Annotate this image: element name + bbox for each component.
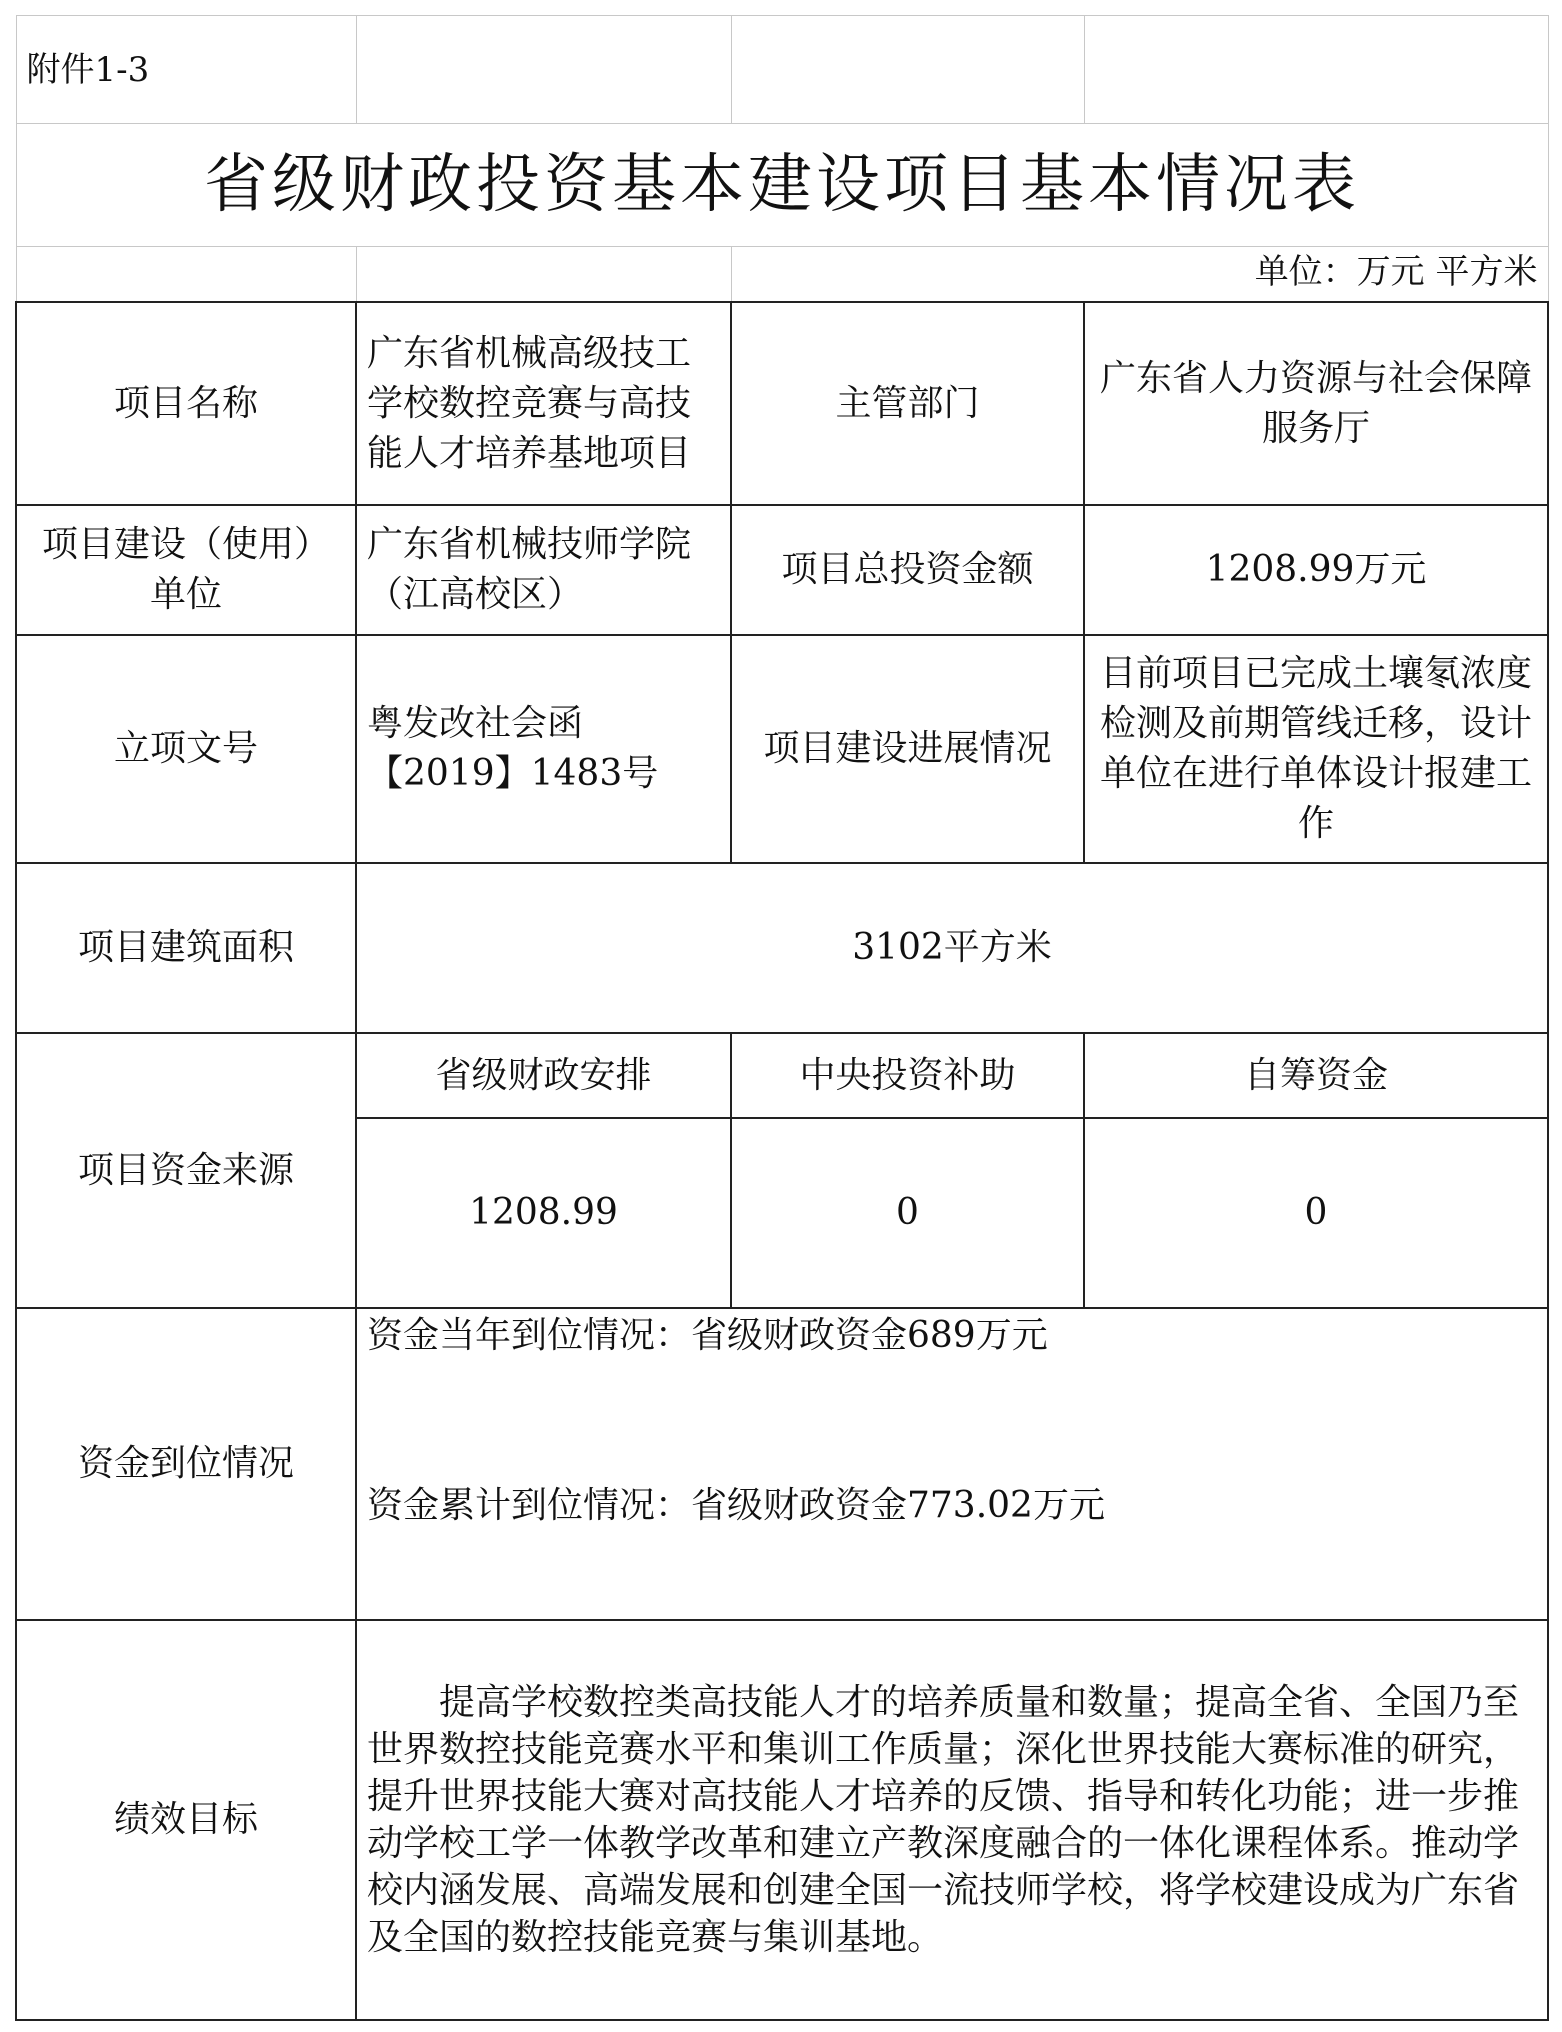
arrival-year: 资金当年到位情况：省级财政资金689万元 <box>367 1315 1048 1356</box>
annex-row <box>16 16 1548 124</box>
goal-value: 提高学校数控类高技能人才的培养质量和数量；提高全省、全国乃至世界数控技能竞赛水平和集训工作质量；深化世界技能大赛标准的研究，提升世界技能大赛对高技能人才培养的反馈、指导和转化功能；进一步推动学校工学一体教学改革和建立产教深度融合的一体化课程体系。推动学校内涵发展、高端发展和创建全国一流技师学校，将学校建设成为广东省及全国的数控技能竞赛与集训基地。 <box>356 1620 1548 2020</box>
arrival-label: 资金到位情况 <box>16 1308 356 1620</box>
department-label: 主管部门 <box>731 302 1084 505</box>
goal-label: 绩效目标 <box>16 1620 356 2020</box>
title-row <box>16 124 1548 247</box>
project-info-sheet <box>15 15 1547 2021</box>
progress-value: 目前项目已完成土壤氡浓度检测及前期管线迁移，设计单位在进行单体设计报建工作 <box>1084 635 1548 863</box>
total-invest-label: 项目总投资金额 <box>731 505 1084 635</box>
annex-label: 附件1-3 <box>16 16 356 124</box>
project-info-table <box>15 15 1549 2021</box>
area-label: 项目建筑面积 <box>16 863 356 1033</box>
funding-value-self: 0 <box>1084 1118 1548 1308</box>
builder-label: 项目建设（使用）单位 <box>16 505 356 635</box>
project-name-row <box>16 302 1548 505</box>
arrival-total: 资金累计到位情况：省级财政资金773.02万元 <box>367 1485 1105 1526</box>
arrival-row <box>16 1308 1548 1620</box>
unit-label: 单位：万元 平方米 <box>731 247 1548 303</box>
approval-label: 立项文号 <box>16 635 356 863</box>
funding-header-provincial: 省级财政安排 <box>356 1033 731 1118</box>
page-title: 省级财政投资基本建设项目基本情况表 <box>16 124 1548 247</box>
arrival-value <box>356 1308 1548 1620</box>
funding-value-central: 0 <box>731 1118 1084 1308</box>
funding-header-central: 中央投资补助 <box>731 1033 1084 1118</box>
area-row <box>16 863 1548 1033</box>
approval-row <box>16 635 1548 863</box>
approval-value: 粤发改社会函【2019】1483号 <box>356 635 731 863</box>
funding-value-provincial: 1208.99 <box>356 1118 731 1308</box>
department-value: 广东省人力资源与社会保障服务厅 <box>1084 302 1548 505</box>
unit-row <box>16 247 1548 303</box>
builder-value: 广东省机械技师学院（江高校区） <box>356 505 731 635</box>
progress-label: 项目建设进展情况 <box>731 635 1084 863</box>
total-invest-value: 1208.99万元 <box>1084 505 1548 635</box>
funding-header-row <box>16 1033 1548 1118</box>
funding-header-self: 自筹资金 <box>1084 1033 1548 1118</box>
funding-label: 项目资金来源 <box>16 1033 356 1308</box>
project-name-value: 广东省机械高级技工学校数控竞赛与高技能人才培养基地项目 <box>356 302 731 505</box>
project-name-label: 项目名称 <box>16 302 356 505</box>
area-value: 3102平方米 <box>356 863 1548 1033</box>
builder-row <box>16 505 1548 635</box>
goal-row <box>16 1620 1548 2020</box>
